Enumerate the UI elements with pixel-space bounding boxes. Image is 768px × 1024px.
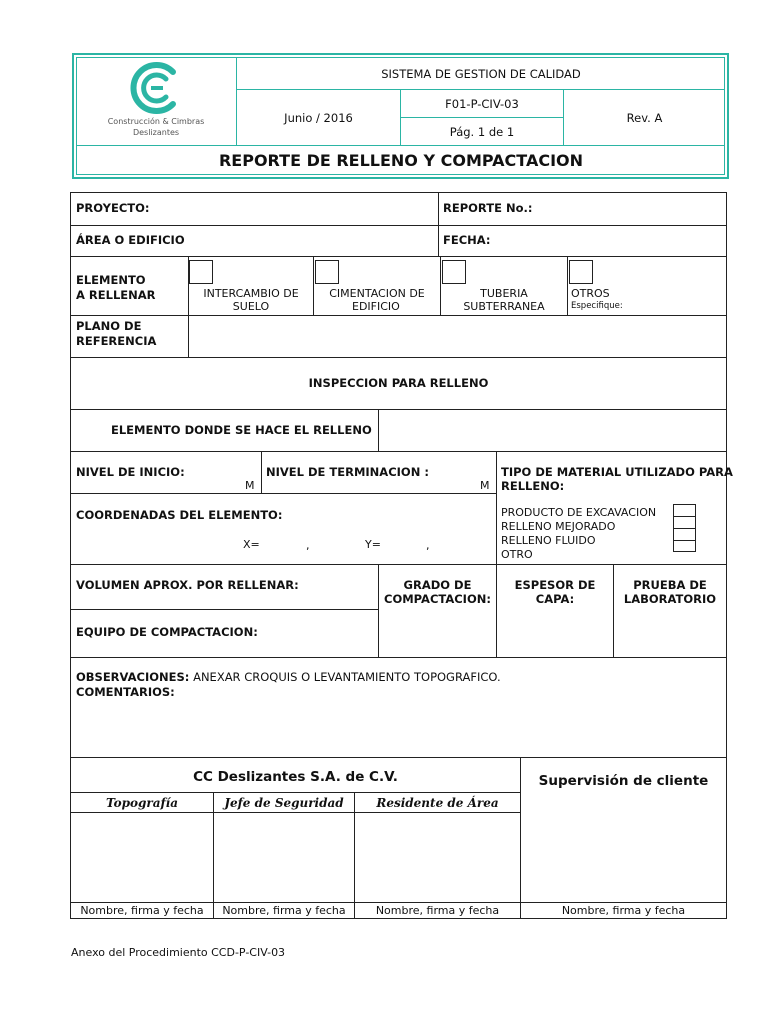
element-to-fill-label-l1: ELEMENTO bbox=[76, 273, 146, 287]
material-option-other: OTRO bbox=[501, 548, 533, 561]
coordinates-label: COORDENADAS DEL ELEMENTO: bbox=[76, 508, 283, 522]
col-header-topography: Topografía bbox=[106, 795, 178, 810]
report-number-field[interactable] bbox=[535, 194, 725, 224]
layer-thickness-label-l1: ESPESOR DE bbox=[514, 578, 596, 592]
row-line bbox=[70, 657, 727, 658]
inspection-section-title: INSPECCION PARA RELLENO bbox=[308, 376, 489, 390]
signature-caption: Nombre, firma y fecha bbox=[80, 904, 204, 917]
reference-plan-label-l2: REFERENCIA bbox=[76, 334, 157, 348]
observations-label: OBSERVACIONES: bbox=[76, 670, 190, 684]
form-border bbox=[70, 918, 727, 919]
start-level-unit: M bbox=[245, 479, 255, 492]
checkbox-underground-pipe[interactable] bbox=[442, 260, 466, 284]
option-other-specify: Especifique: bbox=[571, 301, 623, 311]
option-soil-exchange-l2: SUELO bbox=[232, 300, 270, 313]
checkbox-other[interactable] bbox=[569, 260, 593, 284]
page-title: REPORTE DE RELLENO Y COMPACTACION bbox=[218, 150, 584, 170]
checkbox-soil-exchange[interactable] bbox=[189, 260, 213, 284]
checkbox-other-material[interactable] bbox=[673, 540, 696, 552]
date-label: FECHA: bbox=[443, 233, 491, 247]
col-line bbox=[313, 256, 314, 315]
material-option-improved-fill: RELLENO MEJORADO bbox=[501, 520, 616, 533]
compaction-grade-label-l1: GRADO DE bbox=[403, 578, 472, 592]
revision: Rev. A bbox=[626, 110, 663, 125]
option-soil-exchange-l1: INTERCAMBIO DE bbox=[203, 287, 299, 300]
row-line bbox=[70, 451, 727, 452]
option-underground-pipe-l1: TUBERIA bbox=[480, 287, 528, 300]
date-field[interactable] bbox=[495, 227, 725, 255]
option-building-foundation-l2: EDIFICIO bbox=[352, 300, 400, 313]
document-date: Junio / 2016 bbox=[284, 110, 353, 125]
element-to-fill-label-l2: A RELLENAR bbox=[76, 288, 156, 302]
project-field[interactable] bbox=[156, 194, 436, 224]
material-option-fluid-fill: RELLENO FLUIDO bbox=[501, 534, 596, 547]
col-line bbox=[438, 192, 439, 256]
signature-box-area-resident[interactable] bbox=[356, 814, 519, 901]
form-border bbox=[726, 192, 727, 919]
client-supervision-title: Supervisión de cliente bbox=[538, 773, 709, 789]
project-label: PROYECTO: bbox=[76, 201, 150, 215]
signature-caption: Nombre, firma y fecha bbox=[375, 904, 500, 917]
lab-test-label-l2: LABORATORIO bbox=[623, 592, 717, 606]
row-line bbox=[70, 812, 521, 813]
material-type-label-l1: TIPO DE MATERIAL UTILIZADO PARA bbox=[501, 465, 733, 479]
coordinate-comma: , bbox=[426, 539, 430, 552]
page-number: Pág. 1 de 1 bbox=[449, 124, 515, 139]
row-line bbox=[70, 225, 727, 226]
col-header-area-resident: Residente de Área bbox=[376, 795, 499, 810]
document-code: F01-P-CIV-03 bbox=[445, 96, 519, 111]
material-type-label-l2: RELLENO: bbox=[501, 479, 565, 493]
signature-box-client[interactable] bbox=[522, 796, 725, 901]
row-line bbox=[70, 757, 727, 758]
coordinate-x-label: X= bbox=[243, 538, 260, 551]
area-field[interactable] bbox=[190, 227, 436, 255]
comments-field[interactable] bbox=[72, 702, 725, 756]
observations-line bbox=[76, 670, 501, 685]
signature-box-safety-chief[interactable] bbox=[215, 814, 353, 901]
fill-element-field[interactable] bbox=[380, 411, 725, 450]
quality-system-label: SISTEMA DE GESTION DE CALIDAD bbox=[381, 66, 581, 81]
col-line bbox=[261, 451, 262, 493]
volume-label: VOLUMEN APROX. POR RELLENAR: bbox=[76, 578, 299, 592]
option-other-l1: OTROS bbox=[571, 287, 610, 300]
observations-text: ANEXAR CROQUIS O LEVANTAMIENTO TOPOGRAFICO. bbox=[189, 670, 501, 684]
logo-mark-icon bbox=[128, 60, 184, 116]
col-line bbox=[440, 256, 441, 315]
start-level-label: NIVEL DE INICIO: bbox=[76, 465, 185, 479]
coordinate-comma: , bbox=[306, 539, 310, 552]
compaction-grade-label-l2: COMPACTACION: bbox=[384, 592, 491, 606]
signature-caption: Nombre, firma y fecha bbox=[561, 904, 686, 917]
end-level-label: NIVEL DE TERMINACION : bbox=[266, 465, 429, 479]
row-line bbox=[70, 564, 727, 565]
logo-text-line1: Construcción & Cimbras bbox=[107, 117, 205, 126]
signature-box-topography[interactable] bbox=[72, 814, 212, 901]
reference-plan-field[interactable] bbox=[190, 317, 725, 356]
option-building-foundation-l1: CIMENTACION DE bbox=[329, 287, 425, 300]
fill-element-label: ELEMENTO DONDE SE HACE EL RELLENO bbox=[111, 423, 372, 437]
material-option-excavation: PRODUCTO DE EXCAVACION bbox=[501, 506, 657, 519]
coordinate-y-label: Y= bbox=[365, 538, 381, 551]
row-line bbox=[70, 493, 497, 494]
area-label: ÁREA O EDIFICIO bbox=[76, 233, 185, 247]
option-underground-pipe-l2: SUBTERRANEA bbox=[463, 300, 545, 313]
reference-plan-label-l1: PLANO DE bbox=[76, 319, 142, 333]
logo-text-line2: Deslizantes bbox=[132, 128, 180, 137]
col-header-safety-chief: Jefe de Seguridad bbox=[224, 795, 344, 810]
row-line bbox=[70, 256, 727, 257]
company-logo bbox=[77, 58, 235, 144]
row-line bbox=[70, 609, 378, 610]
col-line bbox=[567, 256, 568, 315]
row-line bbox=[70, 315, 727, 316]
compaction-equipment-label: EQUIPO DE COMPACTACION: bbox=[76, 625, 258, 639]
end-level-unit: M bbox=[480, 479, 490, 492]
report-number-label: REPORTE No.: bbox=[443, 201, 533, 215]
col-line bbox=[496, 451, 497, 657]
footer-annex-note: Anexo del Procedimiento CCD-P-CIV-03 bbox=[71, 946, 286, 959]
comments-label: COMENTARIOS: bbox=[76, 685, 175, 699]
layer-thickness-label-l2: CAPA: bbox=[535, 592, 575, 606]
company-name: CC Deslizantes S.A. de C.V. bbox=[193, 769, 398, 785]
signature-caption: Nombre, firma y fecha bbox=[222, 904, 346, 917]
form-border bbox=[70, 192, 727, 193]
row-line bbox=[70, 409, 727, 410]
checkbox-building-foundation[interactable] bbox=[315, 260, 339, 284]
col-line bbox=[378, 409, 379, 451]
lab-test-label-l1: PRUEBA DE bbox=[633, 578, 707, 592]
